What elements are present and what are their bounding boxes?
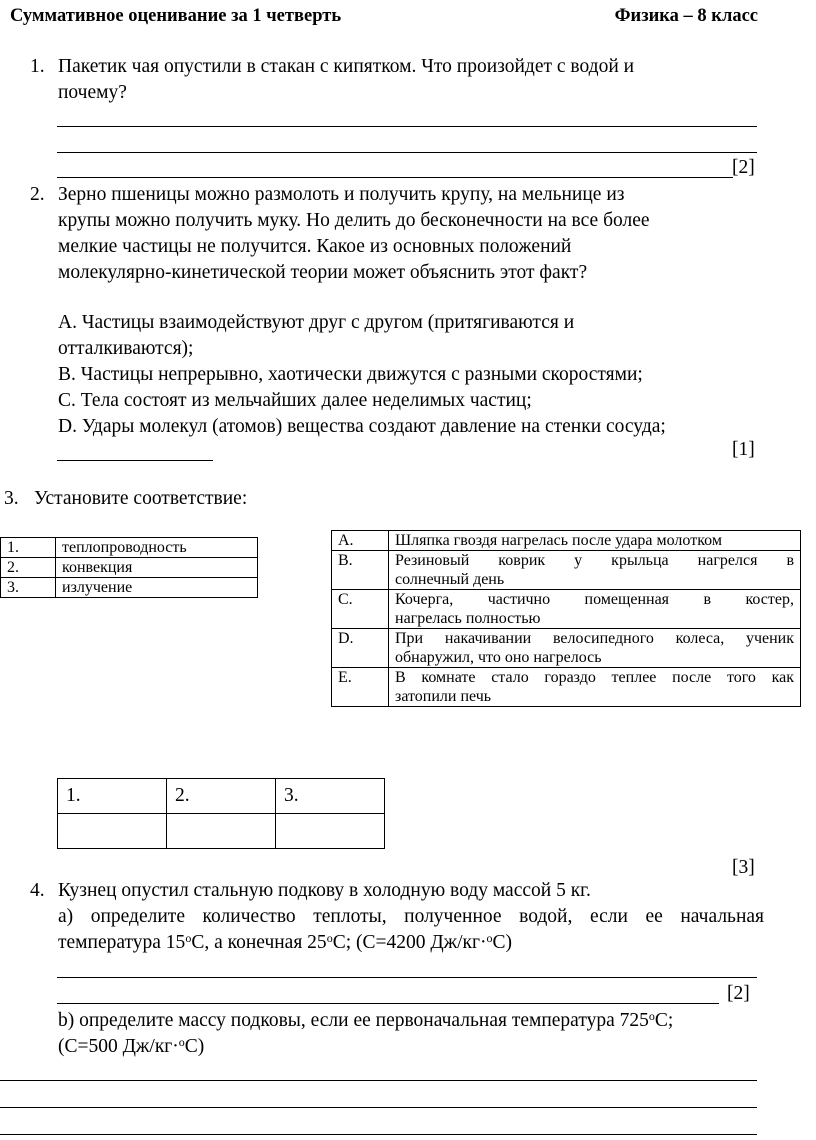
- q3-answer-table: [57, 778, 385, 849]
- q4-a-answer-line-1: [57, 977, 757, 978]
- q3-left-num: 2.: [1, 558, 56, 578]
- q1-number: 1.: [30, 56, 45, 77]
- table-row: [332, 668, 801, 707]
- q2-option-c: C. Тела состоят из мельчайших далее неделимых частиц;: [58, 390, 532, 411]
- q2-option-a: A. Частицы взаимодействуют друг с другом (притягиваются и: [58, 312, 575, 333]
- q1-answer-line-1: [57, 126, 757, 127]
- header-title: Суммативное оценивание за 1 четверть: [10, 6, 342, 26]
- q3-right-desc: Кочерга, частично помещенная в костер, нагрелась полностью: [389, 590, 801, 629]
- q4-b-line1: b) определите массу подковы, если ее первоначальная температура $725^оС$;: [58, 1009, 674, 1031]
- q2-option-d: D. Удары молекул (атомов) вещества создают давление на стенки сосуда;: [58, 416, 666, 437]
- page-header: [10, 4, 758, 28]
- q4-number: 4.: [30, 880, 45, 901]
- q3-right-desc: Шляпка гвоздя нагрелась после удара молотком: [389, 531, 801, 551]
- q1-answer-line-3: [57, 177, 733, 178]
- q3-left-term: теплопроводность: [56, 538, 258, 558]
- q3-text: Установите соответствие:: [34, 488, 248, 509]
- q3-right-letter: B.: [332, 551, 389, 590]
- q4-b-answer-line-2: [0, 1107, 757, 1108]
- q4-a-line1: а) определите количество теплоты, полученное водой, если ее начальная: [58, 906, 764, 927]
- q3-right-letter: C.: [332, 590, 389, 629]
- table-row: [332, 590, 801, 629]
- table-row: [58, 814, 385, 849]
- table-row: [332, 629, 801, 668]
- q1-score: [2]: [732, 157, 755, 178]
- q3-right-table: [331, 530, 801, 707]
- q3-left-table: [0, 537, 258, 598]
- table-row: [1, 578, 258, 598]
- answer-cell-3[interactable]: [276, 814, 385, 849]
- q3-number: 3.: [4, 488, 19, 509]
- q3-left-term: излучение: [56, 578, 258, 598]
- table-row: [58, 779, 385, 814]
- q2-text-line4: молекулярно-кинетической теории может объяснить этот факт?: [58, 262, 588, 283]
- answer-header-2: 2.: [167, 779, 276, 814]
- table-row: [332, 531, 801, 551]
- q3-left-num: 3.: [1, 578, 56, 598]
- q3-right-desc: Резиновый коврик у крыльца нагрелся в солнечный день: [389, 551, 801, 590]
- q2-option-b: B. Частицы непрерывно, хаотически движутся с разными скоростями;: [58, 364, 643, 385]
- q3-left-term: конвекция: [56, 558, 258, 578]
- q3-left-num: 1.: [1, 538, 56, 558]
- answer-cell-1[interactable]: [58, 814, 167, 849]
- q2-text-line1: Зерно пшеницы можно размолоть и получить крупу, на мельнице из: [58, 184, 625, 205]
- answer-header-1: 1.: [58, 779, 167, 814]
- q2-option-a-cont: отталкиваются);: [58, 338, 194, 359]
- q4-a-score: [2]: [727, 983, 750, 1004]
- q3-right-letter: D.: [332, 629, 389, 668]
- q3-score: [3]: [732, 857, 755, 878]
- q2-text-line2: крупы можно получить муку. Но делить до бесконечности на все более: [58, 210, 650, 231]
- table-row: [1, 538, 258, 558]
- answer-cell-2[interactable]: [167, 814, 276, 849]
- header-subject: Физика – 8 класс: [614, 6, 758, 26]
- q2-score: [1]: [732, 439, 755, 460]
- q4-b-answer-line-1: [0, 1080, 757, 1081]
- q2-number: 2.: [30, 184, 45, 205]
- q1-text-line1: Пакетик чая опустили в стакан с кипятком. Что произойдет с водой и: [58, 56, 635, 77]
- q3-right-desc: В комнате стало гораздо теплее после того как затопили печь: [389, 668, 801, 707]
- table-row: [1, 558, 258, 578]
- q4-text-line1: Кузнец опустил стальную подкову в холодную воду массой 5 кг.: [58, 880, 591, 901]
- q2-answer-line: [57, 460, 213, 461]
- q4-b-answer-line-3: [0, 1134, 757, 1135]
- table-row: [332, 551, 801, 590]
- q4-b-line2: (С=500 Дж/кг·$^о$С): [58, 1035, 205, 1057]
- q1-text-line2: почему?: [58, 82, 127, 103]
- q1-answer-line-2: [57, 152, 757, 153]
- q3-right-desc: При накачивании велосипедного колеса, ученик обнаружил, что оно нагрелось: [389, 629, 801, 668]
- q4-a-answer-line-2: [57, 1003, 719, 1004]
- q2-text-line3: мелкие частицы не получится. Какое из основных положений: [58, 236, 572, 257]
- q3-right-letter: E.: [332, 668, 389, 707]
- q4-a-line2: температура $15^оС$, а конечная $25^оС$; (С=4200 Дж/кг·$^о$С): [58, 931, 513, 953]
- answer-header-3: 3.: [276, 779, 385, 814]
- q3-right-letter: A.: [332, 531, 389, 551]
